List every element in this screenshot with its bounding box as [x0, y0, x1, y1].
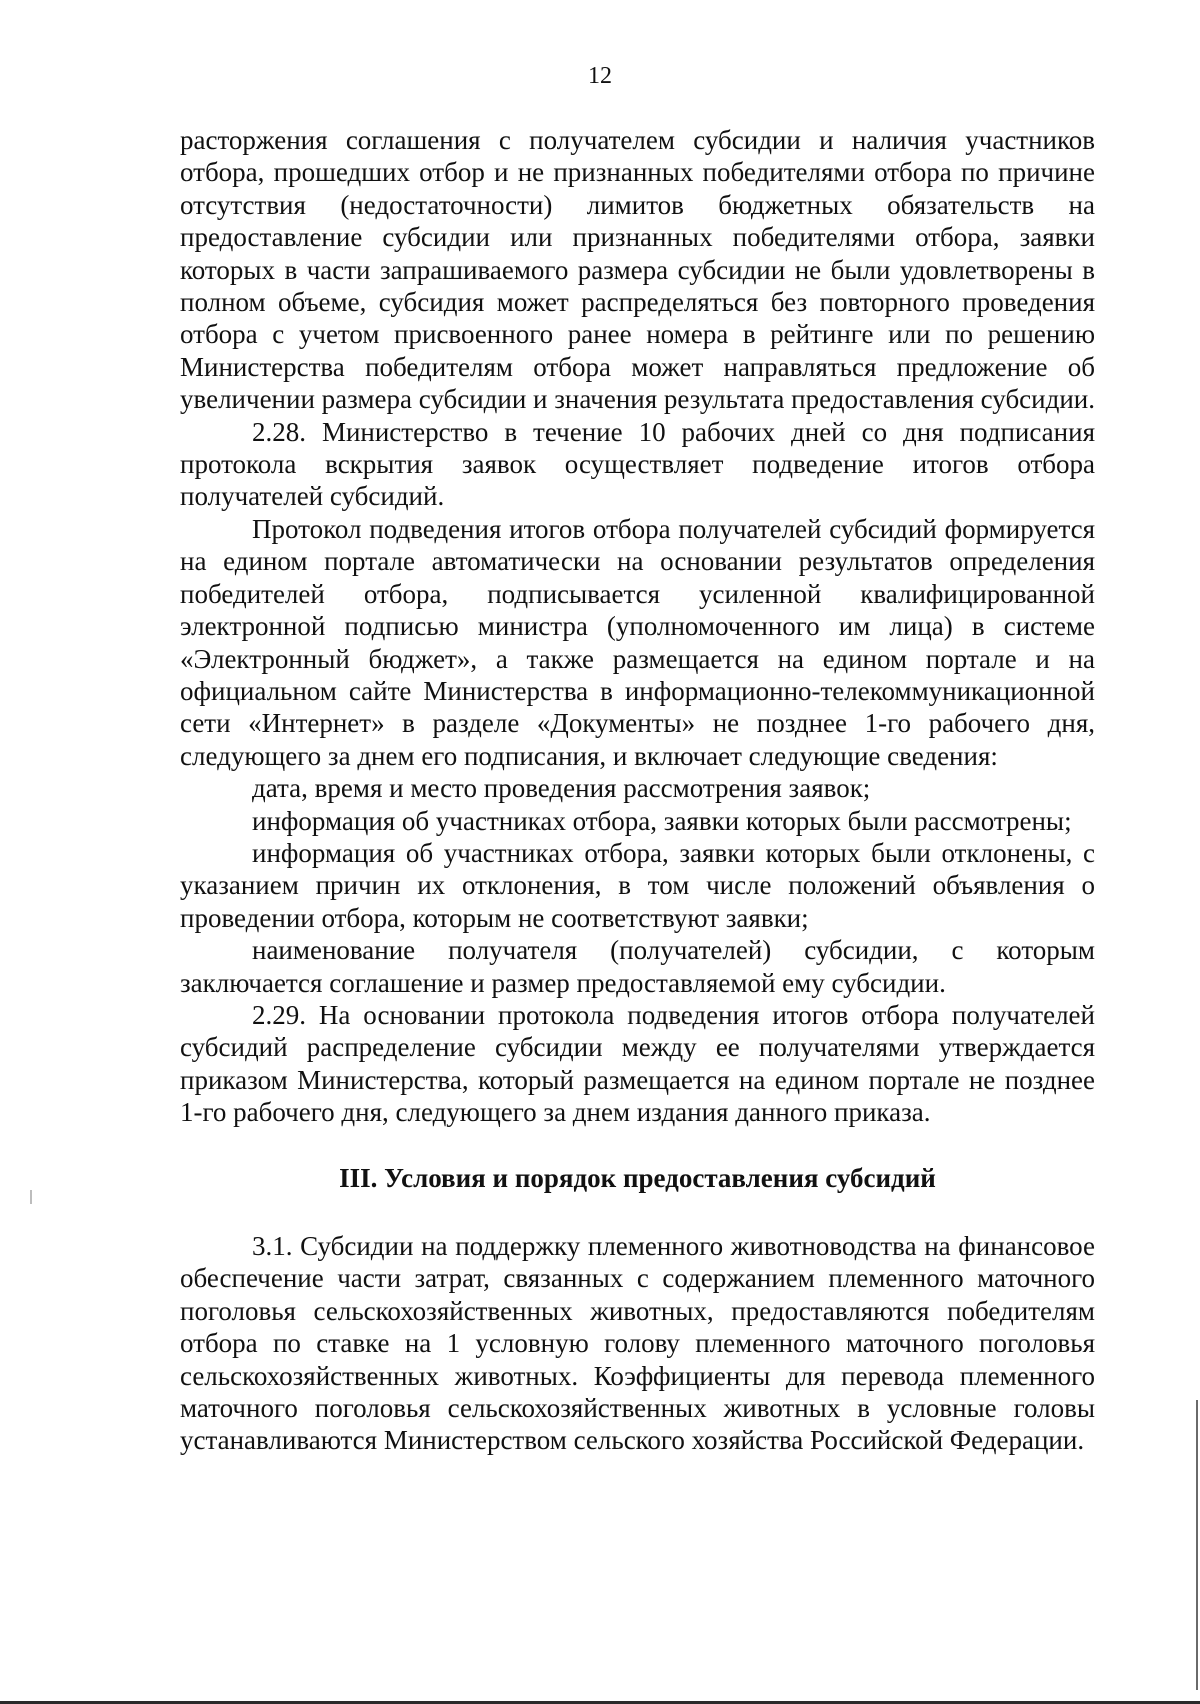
list-item-date-time-place: дата, время и место проведения рассмотрения заявок;	[252, 773, 871, 804]
paragraph-3-1: 3.1. Субсидии на поддержку племенного животноводства на финансовое обеспечение части затрат, связанных с содержанием племенного маточного поголовья сельскохозяйственных животных, предоставляются победителям отбора по ставке на 1 условную голову племенного маточного поголовья сельскохозяйственных животных. Коэффициенты для перевода племенного маточного поголовья сельскохозяйственных животных в условные головы устанавливаются Министерством сельского хозяйства Российской Федерации.	[180, 1231, 1095, 1456]
paragraph-protocol: Протокол подведения итогов отбора получателей субсидий формируется на едином портале автоматически на основании результатов определения победителей отбора, подписывается усиленной квалифицированной электронной подписью министра (уполномоченного им лица) в системе «Электронный бюджет», а также размещается на едином портале и на официальном сайте Министерства в информационно-телекоммуникационной сети «Интернет» в разделе «Документы» не позднее 1-го рабочего дня, следующего за днем его подписания, и включает следующие сведения:	[180, 513, 1095, 771]
paragraph-2-28: 2.28. Министерство в течение 10 рабочих дней со дня подписания протокола вскрытия заявок осуществляет подведение итогов отбора получателей субсидий.	[180, 416, 1095, 512]
scan-artifact-dot	[30, 1190, 32, 1204]
document-body	[180, 124, 1095, 1457]
list-item-recipient-name: наименование получателя (получателей) субсидии, с которым заключается соглашение и размер предоставляемой ему субсидии.	[180, 935, 1095, 998]
section-heading: III. Условия и порядок предоставления субсидий	[339, 1162, 936, 1193]
paragraph-2-29: 2.29. На основании протокола подведения итогов отбора получателей субсидий распределение субсидии между ее получателями утверждается приказом Министерства, который размещается на едином портале не позднее 1-го рабочего дня, следующего за днем издания данного приказа.	[180, 999, 1095, 1128]
paragraph-continuation: расторжения соглашения с получателем субсидии и наличия участников отбора, прошедших отбор и не признанных победителями отбора по причине отсутствия (недостаточности) лимитов бюджетных обязательств на предоставление субсидии или признанных победителями отбора, заявки которых в части запрашиваемого размера субсидии не были удовлетворены в полном объеме, субсидия может распределяться без повторного проведения отбора с учетом присвоенного ранее номера в рейтинге или по решению Министерства победителям отбора может направляться предложение об увеличении размера субсидии и значения результата предоставления субсидии.	[180, 125, 1095, 415]
scan-edge-right	[1196, 1400, 1198, 1690]
list-item-rejected-participants: информация об участниках отбора, заявки которых были отклонены, с указанием причин их отклонения, в том числе положений объявления о проведении отбора, которым не соответствуют заявки;	[180, 837, 1095, 933]
list-item-reviewed-participants: информация об участниках отбора, заявки которых были рассмотрены;	[252, 805, 1072, 836]
page-number: 12	[588, 63, 612, 89]
